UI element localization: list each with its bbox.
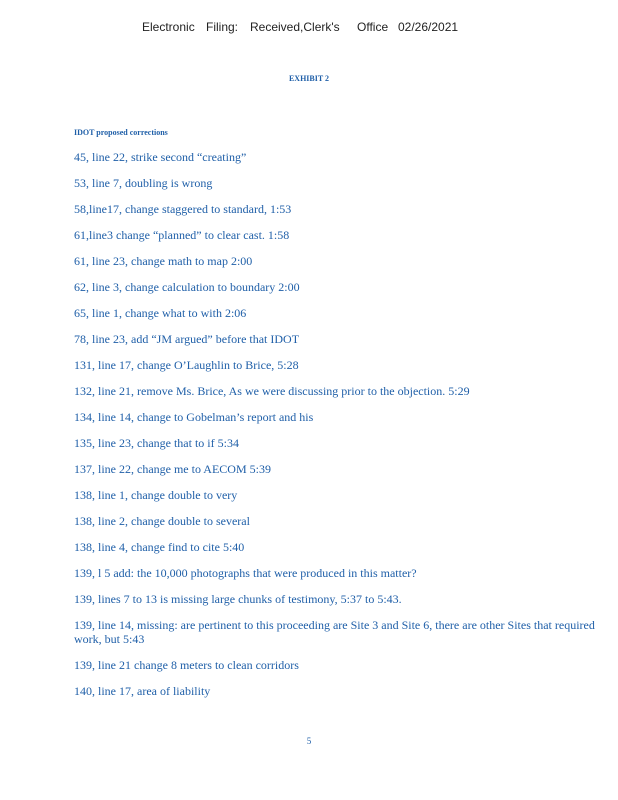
header-received: Received,Clerk's [250, 20, 340, 34]
header-office: Office [357, 20, 389, 34]
correction-item: 135, line 23, change that to if 5:34 [74, 436, 239, 450]
corrections-subheading: IDOT proposed corrections [74, 128, 168, 137]
correction-item: 61,line3 change “planned” to clear cast. 1:58 [74, 228, 290, 242]
exhibit-title: EXHIBIT 2 [288, 74, 330, 83]
correction-item: 140, line 17, area of liability [74, 684, 211, 698]
correction-item: 139, line 14, missing: are pertinent to this proceeding are Site 3 and Site 6, there are other Sites that required work, but 5:43 [74, 618, 595, 646]
header-electronic: Electronic [142, 20, 195, 34]
correction-item: 139, line 21 change 8 meters to clean corridors [74, 658, 299, 672]
corrections-list [74, 150, 599, 710]
correction-item: 139, lines 7 to 13 is missing large chunks of testimony, 5:37 to 5:43. [74, 592, 402, 606]
correction-item: 132, line 21, remove Ms. Brice, As we were discussing prior to the objection. 5:29 [74, 384, 470, 398]
correction-item: 139, l 5 add: the 10,000 photographs that were produced in this matter? [74, 566, 417, 580]
correction-item: 138, line 4, change find to cite 5:40 [74, 540, 245, 554]
correction-item: 137, line 22, change me to AECOM 5:39 [74, 462, 271, 476]
correction-item: 61, line 23, change math to map 2:00 [74, 254, 253, 268]
correction-item: 45, line 22, strike second “creating” [74, 150, 247, 164]
header-date: 02/26/2021 [398, 20, 459, 34]
correction-item: 62, line 3, change calculation to boundary 2:00 [74, 280, 300, 294]
correction-item: 78, line 23, add “JM argued” before that IDOT [74, 332, 300, 346]
correction-item: 138, line 2, change double to several [74, 514, 250, 528]
correction-item: 138, line 1, change double to very [74, 488, 238, 502]
header-filing: Filing: [206, 20, 239, 34]
correction-item: 53, line 7, doubling is wrong [74, 176, 213, 190]
correction-item: 134, line 14, change to Gobelman’s report and his [74, 410, 314, 424]
correction-item: 65, line 1, change what to with 2:06 [74, 306, 247, 320]
correction-item: 131, line 17, change O’Laughlin to Brice, 5:28 [74, 358, 299, 372]
page-number: 5 [306, 736, 312, 746]
correction-item: 58,line17, change staggered to standard, 1:53 [74, 202, 292, 216]
